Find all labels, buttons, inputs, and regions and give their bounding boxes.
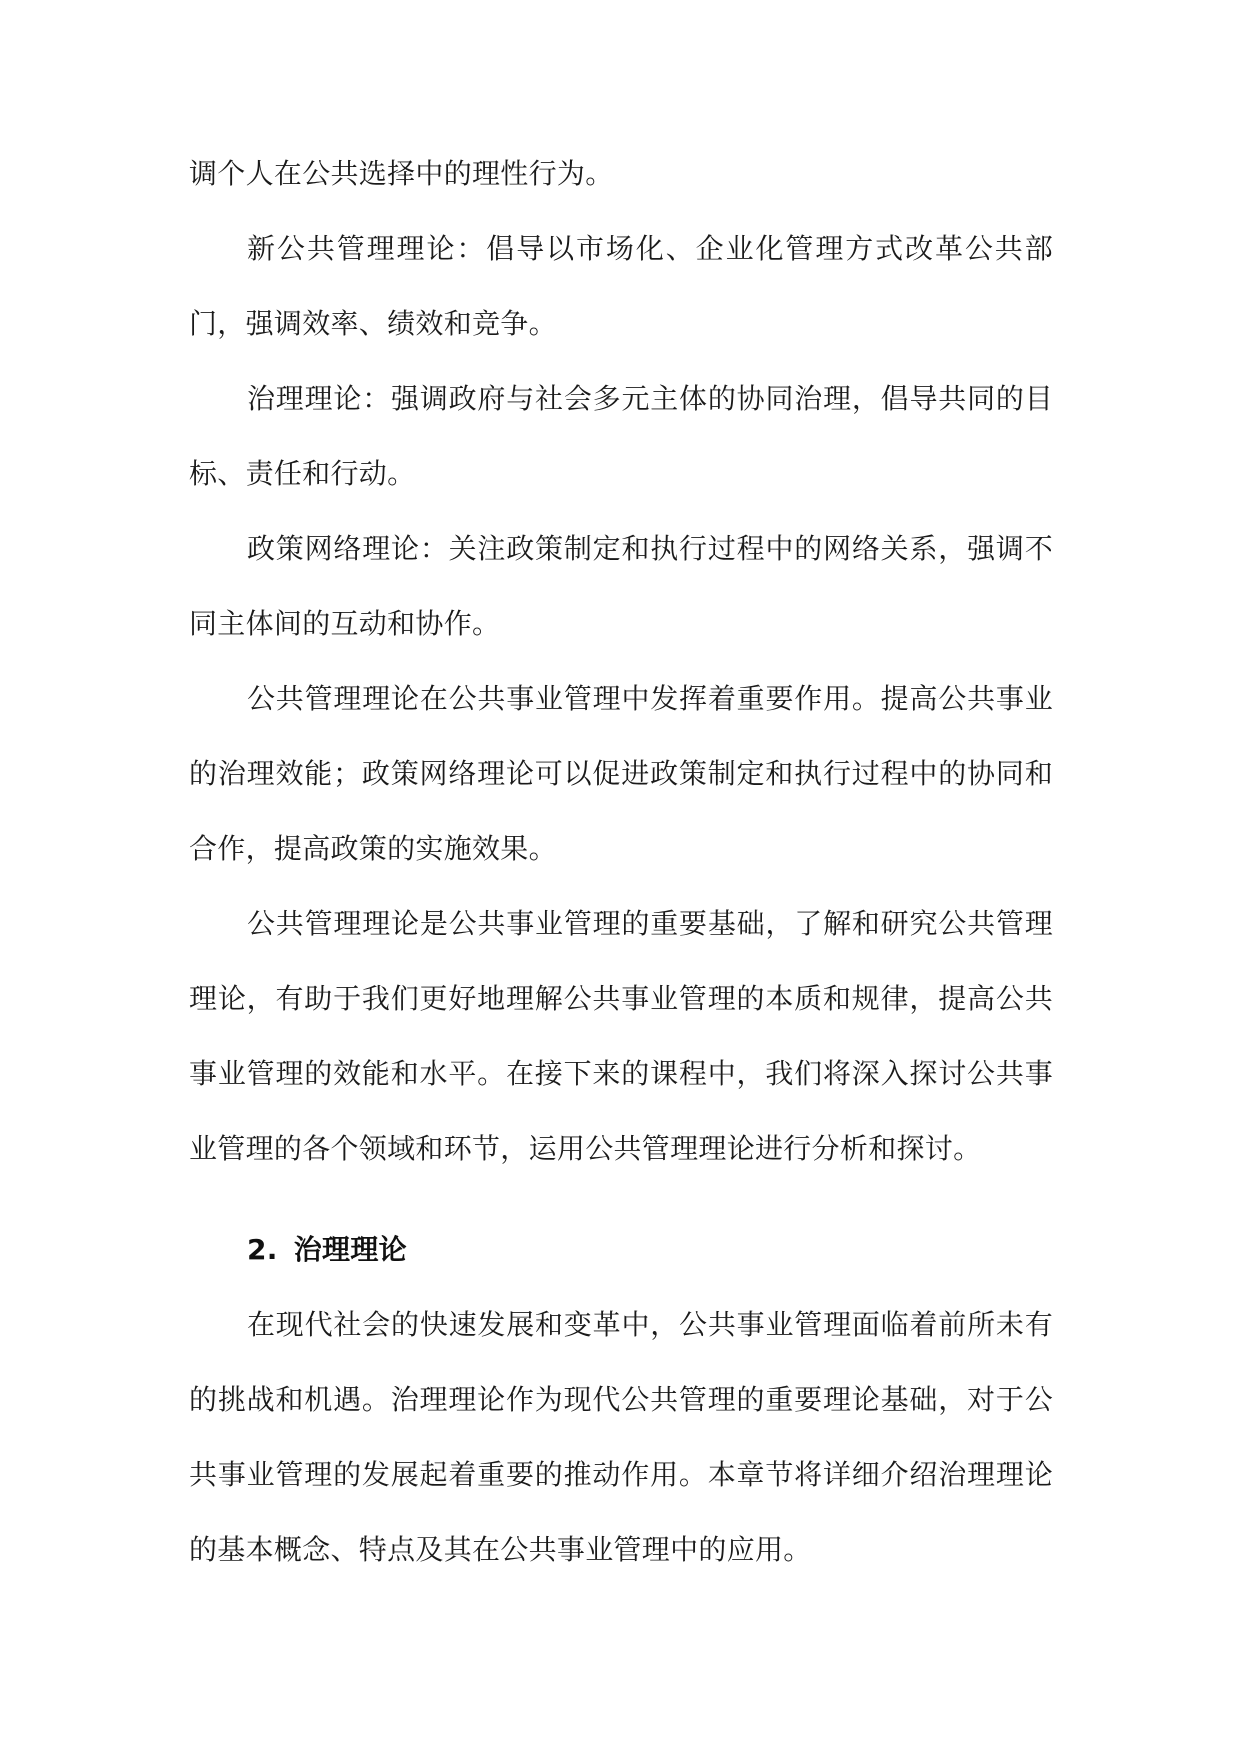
paragraph: 调个人在公共选择中的理性行为。 bbox=[189, 157, 614, 190]
document-body bbox=[189, 136, 1053, 1587]
section-number: 2. bbox=[247, 1233, 278, 1266]
paragraph: 公共管理理论在公共事业管理中发挥着重要作用。提高公共事业的治理效能；政策网络理论可以促进政策制定和执行过程中的协同和合作，提高政策的实施效果。 bbox=[189, 682, 1053, 865]
paragraph: 公共管理理论是公共事业管理的重要基础，了解和研究公共管理理论，有助于我们更好地理解公共事业管理的本质和规律，提高公共事业管理的效能和水平。在接下来的课程中，我们将深入探讨公共事业管理的各个领域和环节，运用公共管理理论进行分析和探讨。 bbox=[189, 907, 1053, 1165]
paragraph: 治理理论：强调政府与社会多元主体的协同治理，倡导共同的目标、责任和行动。 bbox=[189, 382, 1053, 490]
section-title: 治理理论 bbox=[293, 1233, 407, 1266]
paragraph: 新公共管理理论：倡导以市场化、企业化管理方式改革公共部门，强调效率、绩效和竞争。 bbox=[189, 232, 1053, 340]
section-heading bbox=[189, 1212, 1053, 1287]
paragraph: 政策网络理论：关注政策制定和执行过程中的网络关系，强调不同主体间的互动和协作。 bbox=[189, 532, 1053, 640]
paragraph: 在现代社会的快速发展和变革中，公共事业管理面临着前所未有的挑战和机遇。治理理论作为现代公共管理的重要理论基础，对于公共事业管理的发展起着重要的推动作用。本章节将详细介绍治理理论的基本概念、特点及其在公共事业管理中的应用。 bbox=[189, 1308, 1053, 1566]
